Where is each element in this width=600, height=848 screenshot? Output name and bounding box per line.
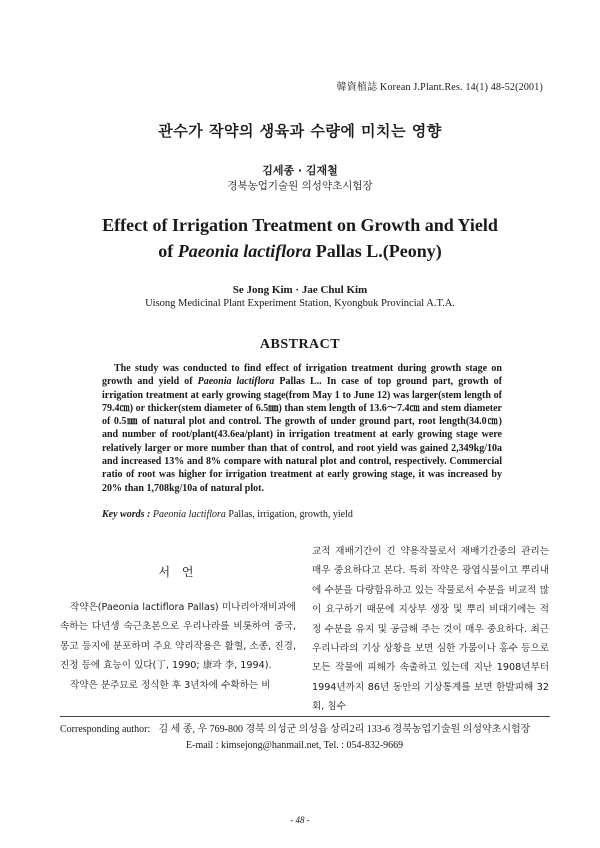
corr-address: 김 세 종, 우 769-800 경북 의성군 의성읍 상리2리 133-6 경북농업기술원 의성약초시험장: [158, 724, 531, 735]
paragraph: 교적 재배기간이 긴 약용작물로서 재배기간중의 관리는 매우 중요하다고 본다. 특히 작약은 광엽식물이고 뿌리내에 수분을 다량함유하고 있는 작물로서 수분을 비교적 많이 요구하기 때문에 지상부 생장 및 뿌리 비대기에는 적정 수분을 유지 및 공급해 주는 것이 매우 중요하다. 최근 우리나라의 기상 상황을 보면 심한 가뭄이나 홍수 등으로 모든 작물에 피해가 속출하고 있는데 지난 1908년부터 1994년까지 86년 동안의 기상통계를 보면 한발피해 32회, 침수: [312, 546, 549, 713]
title-prefix: of: [158, 241, 178, 261]
abstract-species: Paeonia lactiflora: [197, 376, 275, 388]
keywords-species: Paeonia lactiflora: [152, 509, 226, 520]
english-affiliation: Uisong Medicinal Plant Experiment Station, Kyongbuk Provincial A.T.A.: [145, 298, 455, 309]
paragraph: 작약은 분주묘로 정식한 후 3년차에 수확하는 비: [70, 679, 271, 691]
korean-affiliation: 경북농업기술원 의성약초시험장: [227, 180, 373, 192]
corr-line1: [60, 722, 560, 738]
korean-authors: 김세종 · 김재철: [262, 164, 338, 177]
english-title-line1: Effect of Irrigation Treatment on Growth and Yield: [102, 215, 498, 235]
keywords-rest: Pallas, irrigation, growth, yield: [225, 509, 353, 520]
section-heading-introduction: 서 언: [158, 565, 198, 579]
body-column-left: [60, 598, 296, 695]
abstract-body: [102, 362, 502, 495]
english-title-line2: [0, 238, 600, 264]
title-species: Paeonia lactiflora: [177, 241, 312, 261]
abstract-heading: ABSTRACT: [259, 337, 341, 352]
corresponding-author: [60, 722, 560, 754]
english-title: [0, 212, 600, 264]
english-authors: Se Jong Kim · Jae Chul Kim: [232, 284, 368, 296]
corr-label: Corresponding author:: [60, 724, 151, 735]
abstract-text-2: Pallas L.. In case of top ground part, growth of irrigation treatment at early growing stage(from May 1 to June 12) was larger(stem length of 79.4㎝) or thicker(stem diameter of 6.5㎜) than stem length of 13.6～7.4㎝ and stem diameter of 0.5㎜ of natural plot and control. The growth of under ground part, root length(34.0㎝) and number of root/plant(43.6ea/plant) in irrigation treatment at early growing stage were relatively larger or more number than that of control, and root yield was gained 2,349kg/10a and increased 13% and 8% compare with natural plot and control, respectively. Commercial ratio of root was higher for irrigation treatment at early growing stage, it was increased by 20% than 1,708kg/10a of natural plot.: [102, 376, 502, 494]
journal-citation: 韓資植誌 Korean J.Plant.Res. 14(1) 48-52(2001): [336, 82, 543, 93]
footnote-divider: [60, 716, 550, 717]
corr-contact: E-mail : kimsejong@hanmail.net, Tel. : 054-832-9669: [186, 740, 404, 751]
abstract-text-1: The study was conducted to find effect of irrigation treatment during growth stage on growth and yield of: [102, 363, 502, 388]
body-column-right: [312, 542, 549, 717]
korean-title: 관수가 작약의 생육과 수량에 미치는 영향: [158, 122, 442, 140]
title-suffix: Pallas L.(Peony): [311, 241, 442, 261]
keywords: [102, 509, 522, 520]
paragraph: 작약은(Paeonia lactiflora Pallas) 미나리아재비과에 속하는 다년생 숙근초본으로 우리나라를 비롯하여 중국, 몽고 등지에 분포하며 주요 약리작용은 활혈, 소종, 진경, 진정 등에 효능이 있다(丁, 1990; 康과 李, 1994).: [60, 602, 296, 672]
keywords-label: Key words :: [102, 509, 153, 520]
page-number: - 48 -: [290, 815, 310, 825]
